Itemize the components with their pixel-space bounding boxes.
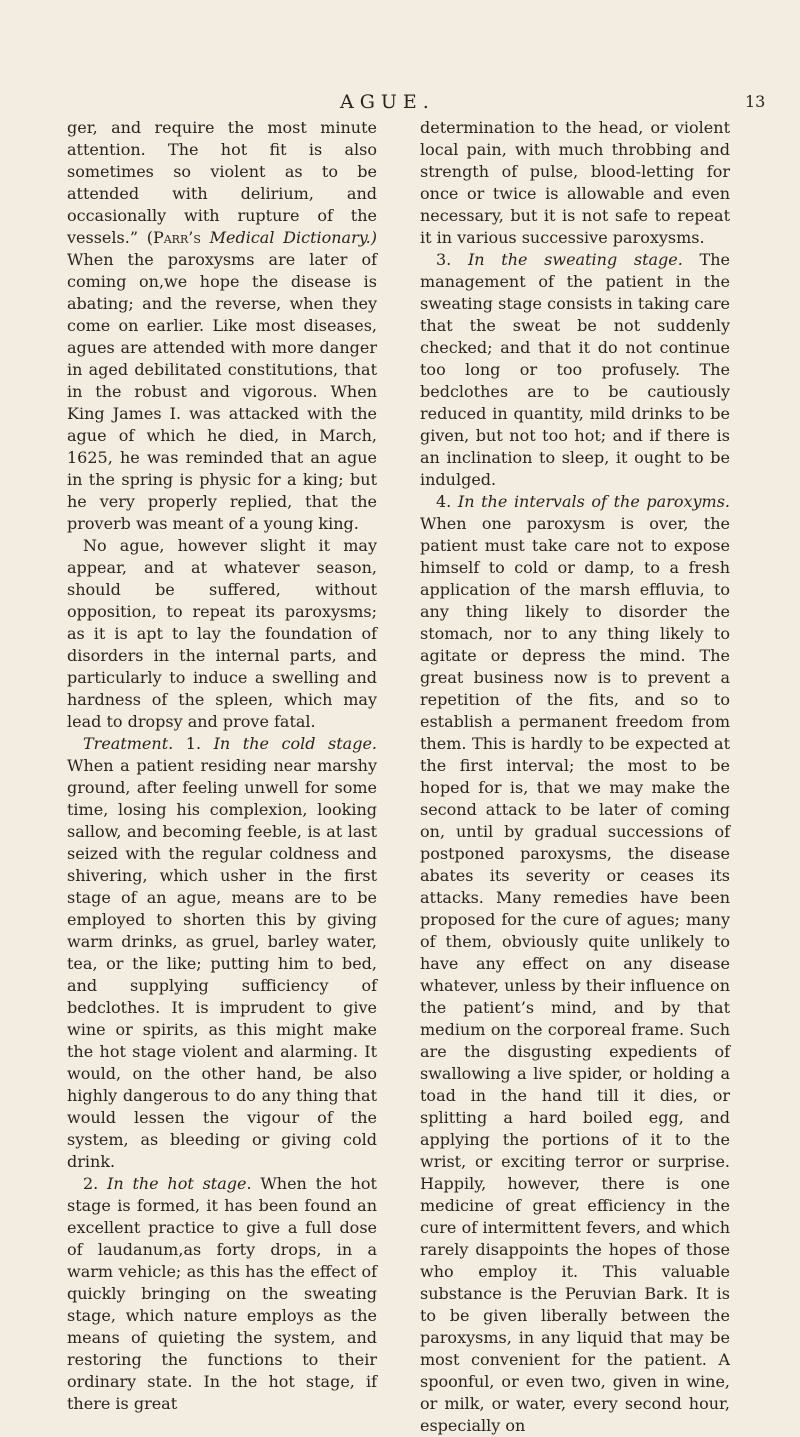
paragraph: 4. In the intervals of the paroxyms. When one paroxysm is over, the patient must take care not to expose himself to cold or damp, to a fresh application of the marsh effluvia, to any thing likely to disorder the stomach, nor to any thing likely to agitate or depress the mind. The great business now is to prevent a repetition of the fits, and so to establish a permanent freedom from them. This is hardly to be expected at the first interval; the most to be hoped for is, that we may make the second attack to be later of coming on, until by gradual successions of postponed paroxysms, the disease abates its severity or ceases its attacks. Many remedies have been proposed for the cure of agues; many of them, obviously quite unlikely to have any effect on any disease whatever, unless by their influence on the patient’s mind, and by that medium on the corporeal frame. Such are the disgusting expedients of swallowing a live spider, or holding a toad in the hand till it dies, or splitting a hard boiled egg, and applying the portions of it to the wrist, or exciting terror or surprise. Happily, however, there is one medicine of great efficiency in the cure of intermittent fevers, and which rarely disappoints the hopes of those who employ it. This valuable substance is the Peruvian Bark. It is to be given liberally between the paroxysms, in any liquid that may be most convenient for the patient. A spoonful, or even two, given in wine, or milk, or water, every second hour, especially on [420, 492, 731, 1435]
running-header [0, 91, 800, 115]
page-number: 13 [745, 92, 766, 111]
paragraph: ger, and require the most minute attention. The hot fit is also sometimes so violent as to be attended with delirium, and occasionally with rupture of the vessels.” (Parr’s Medical Dictionary.) When the paroxysms are later of coming on,we hope the disease is abating; and the reverse, when they come on earlier. Like most diseases, agues are attended with more danger in aged debilitated constitutions, that in the robust and vigorous. When King James I. was attacked with the ague of which he died, in March, 1625, he was reminded that an ague in the spring is physic for a king; but he very properly replied, that the proverb was meant of a young king. [67, 118, 377, 533]
running-title: AGUE. [340, 91, 435, 113]
subsection-heading: In the sweating stage. [467, 250, 683, 269]
citation-title: Medical Dictionary.) [200, 228, 377, 247]
paragraph: determination to the head, or violent local pain, with much throbbing and strength of pulse, blood-letting for once or twice is allowable and even necessary, but it is not safe to repeat it in various successive paroxysms. [420, 118, 730, 247]
section-heading: Treatment. [83, 734, 174, 753]
subsection-heading: In the hot stage. [107, 1174, 252, 1193]
subsection-heading: In the cold stage. [213, 734, 378, 753]
subsection-heading: In the intervals of the paroxyms. [457, 492, 731, 511]
left-column [67, 117, 377, 1415]
paragraph: 3. In the sweating stage. The management of the patient in the sweating stage consists in taking care that the sweat be not suddenly checked; and that it do not continue too long or too profusely. The bedclothes are to be cautiously reduced in quantity, mild drinks to be given, but not too hot; and if there is an inclination to sleep, it ought to be indulged. [420, 250, 730, 489]
paragraph: 2. In the hot stage. When the hot stage is formed, it has been found an excellent practice to give a full dose of laudanum,as forty drops, in a warm vehicle; as this has the effect of quickly bringing on the sweating stage, which nature employs as the means of quieting the system, and restoring the functions to their ordinary state. In the hot stage, if there is great [67, 1174, 377, 1413]
right-column [420, 117, 730, 1437]
citation-author: Parr’s [152, 228, 201, 247]
paragraph: No ague, however slight it may appear, and at whatever season, should be suffered, without opposition, to repeat its paroxysms; as it is apt to lay the foundation of disorders in the internal parts, and particularly to induce a swelling and hardness of the spleen, which may lead to dropsy and prove fatal. [67, 536, 377, 731]
paragraph: Treatment. 1. In the cold stage. When a patient residing near marshy ground, after feeling unwell for some time, losing his complexion, looking sallow, and becoming feeble, is at last seized with the regular coldness and shivering, which usher in the first stage of an ague, means are to be employed to shorten this by giving warm drinks, as gruel, barley water, tea, or the like; putting him to bed, and supplying sufficiency of bedclothes. It is imprudent to give wine or spirits, as this might make the hot stage violent and alarming. It would, on the other hand, be also highly dangerous to do any thing that would lessen the vigour of the system, as bleeding or giving cold drink. [67, 734, 378, 1171]
